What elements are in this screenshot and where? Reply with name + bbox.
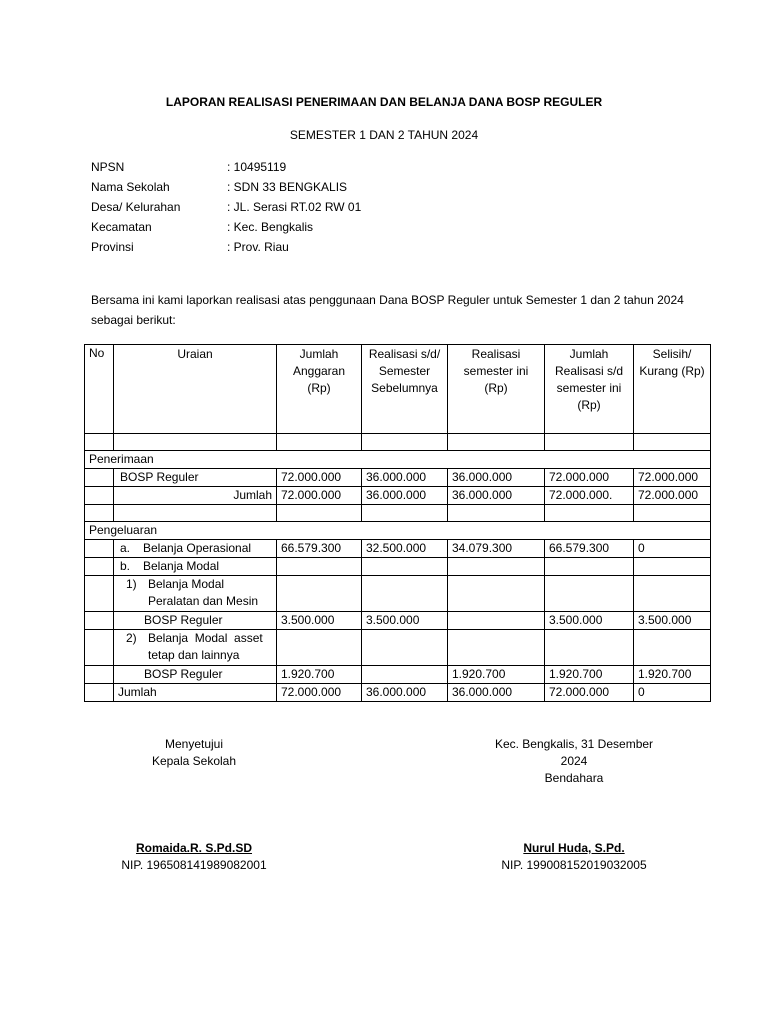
table-row [85, 505, 711, 522]
cell-value: 72.000.000 [545, 684, 634, 702]
sign-left-nip: NIP. 196508141989082001 [121, 858, 267, 872]
header-realisasi-sebelum: Realisasi s/d/ Semester Sebelumnya [362, 345, 448, 434]
row-uraian: Jumlah [114, 684, 277, 702]
cell-value [362, 666, 448, 684]
intro-paragraph: Bersama ini kami laporkan realisasi atas penggunaan Dana BOSP Reguler untuk Semester 1 dan 2 tahun 2024 sebagai berikut: [91, 293, 684, 327]
table-row [85, 434, 711, 451]
table-row [85, 576, 711, 612]
row-label: Belanja Operasional [143, 541, 252, 555]
cell-value: 32.500.000 [362, 540, 448, 558]
info-label: NPSN [91, 160, 125, 174]
header-jumlah-realisasi: Jumlah Realisasi s/d semester ini (Rp) [545, 345, 634, 434]
table-row [85, 469, 711, 487]
row-uraian [114, 540, 277, 558]
cell-value: 34.079.300 [448, 540, 545, 558]
table-row [85, 612, 711, 630]
cell-value: 1.920.700 [277, 666, 362, 684]
cell-value: 3.500.000 [545, 612, 634, 630]
row-uraian: BOSP Reguler [114, 666, 277, 684]
sign-right-nip: NIP. 199008152019032005 [501, 858, 647, 872]
table-row [85, 540, 711, 558]
sign-right-name: Nurul Huda, S.Pd. [523, 841, 625, 855]
cell-value: 1.920.700 [448, 666, 545, 684]
info-label: Kecamatan [91, 220, 152, 234]
header-uraian: Uraian [114, 345, 277, 434]
row-uraian: Jumlah [114, 487, 277, 505]
cell-value: 72.000.000 [277, 684, 362, 702]
info-value: : SDN 33 BENGKALIS [227, 180, 348, 194]
sign-left-line2: Kepala Sekolah [151, 754, 237, 768]
info-value: : 10495119 [227, 160, 287, 174]
row-uraian [114, 576, 277, 612]
table-row [85, 451, 711, 469]
cell-value: 72.000.000 [277, 469, 362, 487]
info-value: : Kec. Bengkalis [227, 220, 314, 234]
cell-value: 3.500.000 [362, 612, 448, 630]
header-no: No [85, 345, 114, 434]
table-row [85, 522, 711, 540]
report-title: LAPORAN REALISASI PENERIMAAN DAN BELANJA DANA BOSP REGULER [165, 95, 603, 109]
header-realisasi-ini: Realisasi semester ini (Rp) [448, 345, 545, 434]
info-value: : JL. Serasi RT.02 RW 01 [227, 200, 362, 214]
header-anggaran: Jumlah Anggaran (Rp) [277, 345, 362, 434]
row-marker: b. [120, 559, 131, 573]
row-uraian [114, 630, 277, 666]
realization-table [84, 344, 711, 702]
sign-right-line1: Kec. Bengkalis, 31 Desember [494, 737, 654, 751]
signature-left [104, 736, 284, 770]
row-label: Belanja Modal [143, 559, 220, 573]
sign-left-line1: Menyetujui [164, 737, 224, 751]
cell-value: 36.000.000 [362, 684, 448, 702]
section-penerimaan: Penerimaan [85, 451, 711, 469]
cell-value: 72.000.000. [545, 487, 634, 505]
cell-value: 0 [634, 540, 711, 558]
row-uraian: BOSP Reguler [114, 612, 277, 630]
cell-value: 1.920.700 [545, 666, 634, 684]
row-marker: 2) [126, 631, 137, 645]
cell-value: 72.000.000 [634, 487, 711, 505]
cell-value: 36.000.000 [362, 487, 448, 505]
info-label: Provinsi [91, 240, 134, 254]
info-label: Desa/ Kelurahan [91, 200, 181, 214]
row-uraian [114, 558, 277, 576]
report-subtitle: SEMESTER 1 DAN 2 TAHUN 2024 [289, 128, 479, 142]
row-uraian: BOSP Reguler [114, 469, 277, 487]
sign-right-line2: 2024 [560, 754, 588, 768]
table-header-row [85, 345, 711, 434]
signature-right [474, 736, 674, 787]
header-selisih: Selisih/ Kurang (Rp) [634, 345, 711, 434]
cell-value: 3.500.000 [634, 612, 711, 630]
cell-value [448, 612, 545, 630]
row-label: Belanja Modal asset tetap dan lainnya [148, 631, 267, 662]
signature-right-name [474, 840, 674, 874]
signature-left-name [104, 840, 284, 874]
table-row [85, 487, 711, 505]
cell-value: 1.920.700 [634, 666, 711, 684]
row-label: Belanja Modal Peralatan dan Mesin [148, 577, 259, 608]
cell-value: 72.000.000 [277, 487, 362, 505]
section-pengeluaran: Pengeluaran [85, 522, 711, 540]
cell-value: 66.579.300 [277, 540, 362, 558]
cell-value: 72.000.000 [634, 469, 711, 487]
cell-value: 36.000.000 [448, 684, 545, 702]
cell-value: 36.000.000 [448, 487, 545, 505]
cell-value: 3.500.000 [277, 612, 362, 630]
sign-right-line3: Bendahara [544, 771, 604, 785]
cell-value: 66.579.300 [545, 540, 634, 558]
row-marker: a. [120, 541, 131, 555]
info-label: Nama Sekolah [91, 180, 170, 194]
table-row [85, 666, 711, 684]
cell-value: 36.000.000 [362, 469, 448, 487]
sign-left-name: Romaida.R. S.Pd.SD [135, 841, 253, 855]
info-value: : Prov. Riau [227, 240, 289, 254]
row-marker: 1) [126, 577, 137, 591]
table-row [85, 684, 711, 702]
table-row [85, 558, 711, 576]
table-row [85, 630, 711, 666]
cell-value: 72.000.000 [545, 469, 634, 487]
cell-value: 36.000.000 [448, 469, 545, 487]
cell-value: 0 [634, 684, 711, 702]
